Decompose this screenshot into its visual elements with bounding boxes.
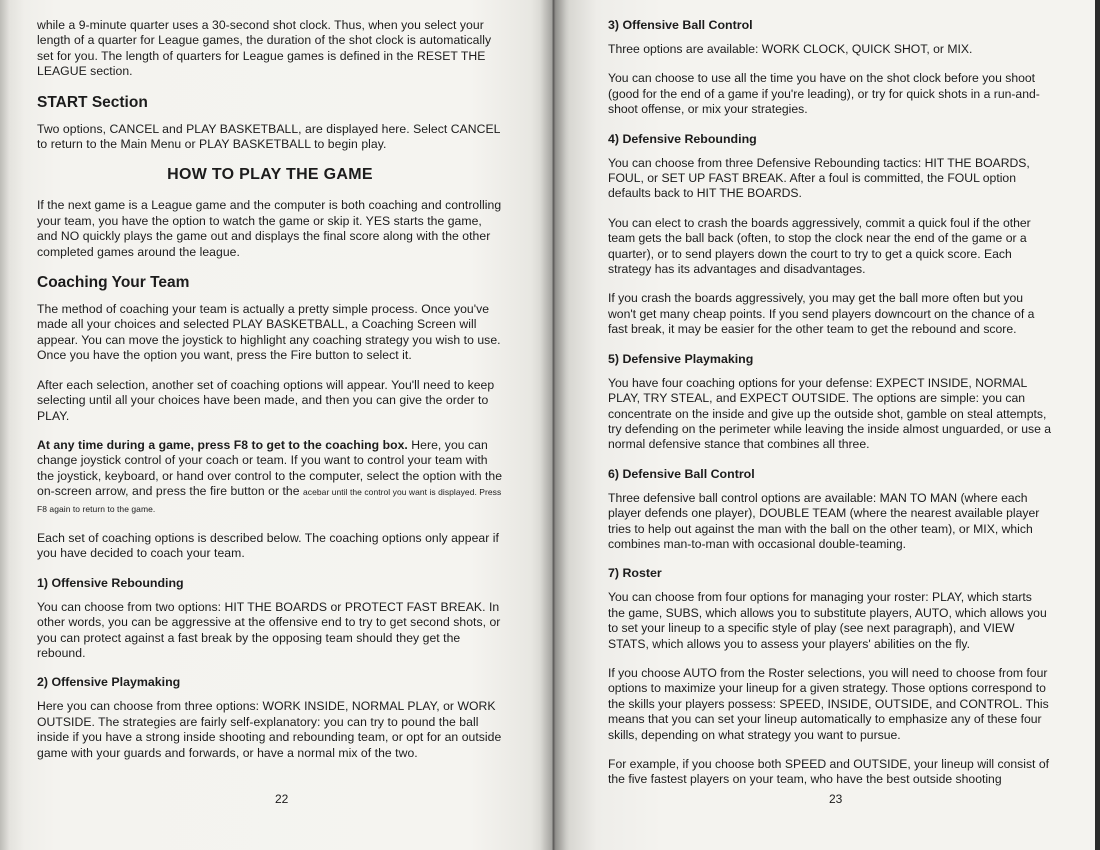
offensive-rebounding-text: You can choose from two options: HIT THE BOARDS or PROTECT FAST BREAK. In other words, you can be aggressive at the offensive end to try to get second shots, or you can protect against a fast break by the opposing team should they get the rebound. [37, 599, 501, 660]
page-number-right: 23 [829, 792, 843, 806]
f8-paragraph [37, 438, 503, 517]
how-to-play-heading: HOW TO PLAY THE GAME [167, 166, 373, 184]
roster-text-1: You can choose from four options for managing your roster: PLAY, which starts the game, SUBS, which allows you to substitute players, AUTO, which allows you to set your lineup to a specific style of play (see next paragraph), and VIEW STATS, which allows you to assess your players' abilities on the fly. [608, 590, 1047, 651]
f8-bold-lead: At any time during a game, press F8 to get to the coaching box. [37, 437, 408, 452]
page-right [553, 0, 1100, 850]
f8-text: Here, you can change joystick control of your coach or team. If you want to control your team with the joystick, keyboard, or hand over control to the computer, select the option with the on-screen arrow, and press the fire button or the [37, 437, 503, 499]
roster-text-3: For example, if you choose both SPEED and OUTSIDE, your lineup will consist of the five fastest players on your team, who have the best outside shooting [608, 757, 1049, 787]
start-section-heading: START Section [37, 93, 148, 111]
defensive-playmaking-heading: 5) Defensive Playmaking [608, 351, 754, 366]
roster-heading: 7) Roster [608, 566, 662, 581]
page-edge-shading [0, 0, 24, 850]
offensive-playmaking-text: Here you can choose from three options: WORK INSIDE, NORMAL PLAY, or WORK OUTSIDE. The strategies are fairly self-explanatory: you can try to pound the ball inside if you have a strong inside shooting and rebounding team, or opt for an outside game with your guards and forwards, or have a normal mix of the two. [37, 699, 502, 760]
page-number-left: 22 [275, 792, 289, 806]
defensive-rebounding-text-3: If you crash the boards aggressively, you may get the ball more often but you won't get many cheap points. If you send players downcourt on the chance of a fast break, it may be easier for the other team to get the rebound and score. [608, 291, 1035, 337]
defensive-rebounding-text-2: You can elect to crash the boards aggressively, commit a quick foul if the other team gets the ball back (often, to stop the clock near the end of the game or a quarter), or to send players down the court to try to get a quick score. Each strategy has its advantages and disadvantages. [608, 215, 1031, 277]
offensive-ball-control-text-2: You can choose to use all the time you have on the shot clock before you shoot (good for the end of a game if you're leading), or try for quick shots in a run-and-shoot offense, or mix your strategies. [608, 71, 1040, 117]
intro-paragraph: while a 9-minute quarter uses a 30-second shot clock. Thus, when you select your length of a quarter for League games, the duration of the shot clock is automatically set for you. The length of quarters for League games is defined in the RESET THE LEAGUE section. [37, 18, 492, 79]
offensive-ball-control-text-1: Three options are available: WORK CLOCK, QUICK SHOT, or MIX. [608, 42, 973, 56]
start-section-text: Two options, CANCEL and PLAY BASKETBALL, are displayed here. Select CANCEL to return to the Main Menu or PLAY BASKETBALL to begin play. [37, 121, 500, 152]
page-edge-dark [1095, 0, 1100, 850]
each-set-paragraph: Each set of coaching options is described below. The coaching options only appear if you have decided to coach your team. [37, 530, 499, 561]
offensive-playmaking-heading: 2) Offensive Playmaking [37, 675, 181, 690]
defensive-rebounding-text-1: You can choose from three Defensive Rebounding tactics: HIT THE BOARDS, FOUL, or SET UP FAST BREAK. After a foul is committed, the FOUL option defaults back to HIT THE BOARDS. [608, 155, 1030, 201]
f8-small-text: acebar until the control you want is displayed. Press F8 again to return to the game. [37, 487, 502, 514]
defensive-rebounding-heading: 4) Defensive Rebounding [608, 131, 757, 146]
coaching-paragraph-2: After each selection, another set of coaching options will appear. You'll need to keep selecting until all your choices have been made, and then you can give the order to PLAY. [37, 377, 495, 423]
offensive-rebounding-heading: 1) Offensive Rebounding [37, 575, 184, 590]
how-to-play-text: If the next game is a League game and the computer is both coaching and controlling your team, you have the option to watch the game or skip it. YES starts the game, and NO quickly plays the game out and displays the final score along with the other completed games around the league. [37, 198, 502, 259]
offensive-ball-control-heading: 3) Offensive Ball Control [608, 18, 753, 32]
roster-text-2: If you choose AUTO from the Roster selections, you will need to choose from four options to maximize your lineup for a given strategy. Those options correspond to the skills your players possess: SPEED, INSIDE, OUTSIDE, and CONTROL. This means that you can set your lineup automatically to emphasize any of these four skills, depending on what strategy you want to pursue. [608, 665, 1049, 742]
defensive-playmaking-text: You have four coaching options for your defense: EXPECT INSIDE, NORMAL PLAY, TRY STEAL, and EXPECT OUTSIDE. The options are simple: you can concentrate on the inside and give up the outside shot, gamble on steal attempts, try defending on the perimeter while leaving the inside almost unguarded, or use a normal defensive stance that combines all three. [608, 375, 1052, 452]
defensive-ball-control-heading: 6) Defensive Ball Control [608, 466, 755, 481]
coaching-heading: Coaching Your Team [37, 274, 190, 292]
coaching-paragraph-1: The method of coaching your team is actually a pretty simple process. Once you've made all your choices and selected PLAY BASKETBALL, a Coaching Screen will appear. You can move the joystick to highlight any coaching strategy you wish to use. Once you have the option you want, press the Fire button to select it. [37, 302, 501, 363]
defensive-ball-control-text: Three defensive ball control options are available: MAN TO MAN (where each player defends one player), DOUBLE TEAM (where the nearest available player tries to help out against the man with the ball on the other team), or MIX, which combines man-to-man with occasional double-teaming. [608, 490, 1040, 551]
